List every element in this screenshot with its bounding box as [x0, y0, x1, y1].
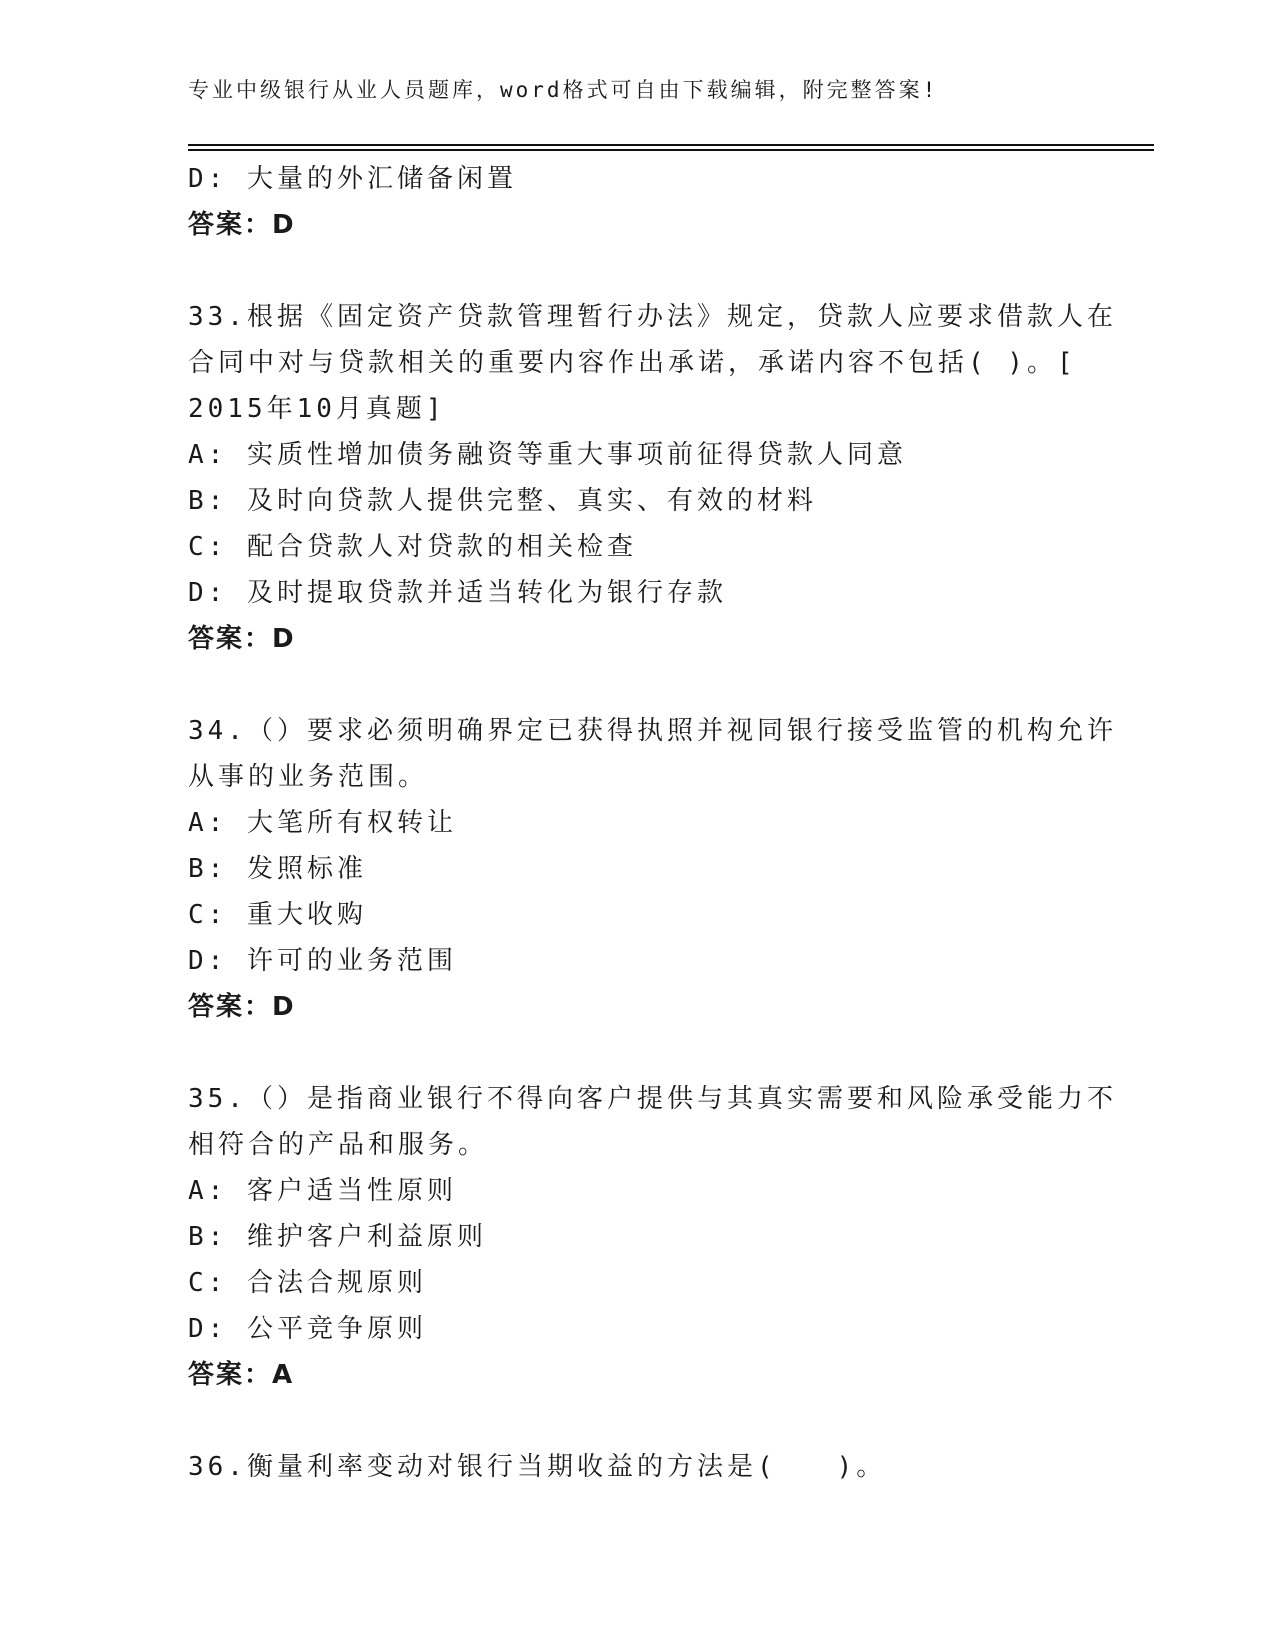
- option-d: D: 及时提取贷款并适当转化为银行存款: [188, 578, 727, 608]
- spacer: [188, 1030, 1148, 1076]
- option-d: D: 许可的业务范围: [188, 946, 457, 976]
- option-c: C: 重大收购: [188, 900, 367, 930]
- question-stem-line: 36.衡量利率变动对银行当期收益的方法是( )。: [188, 1452, 887, 1482]
- spacer: [188, 248, 1148, 294]
- question-stem-line: 从事的业务范围。: [188, 762, 429, 792]
- prev-question-answer: 答案：D: [188, 210, 296, 240]
- header-rule-top: [188, 144, 1154, 146]
- option-b: B: 发照标准: [188, 854, 367, 884]
- question-stem-line: 35.（）是指商业银行不得向客户提供与其真实需要和风险承受能力不: [188, 1084, 1117, 1114]
- option-a: A: 实质性增加债务融资等重大事项前征得贷款人同意: [188, 440, 907, 470]
- option-c: C: 合法合规原则: [188, 1268, 427, 1298]
- question-stem-line: 相符合的产品和服务。: [188, 1130, 489, 1160]
- question-35: [188, 1076, 1148, 1398]
- question-answer: 答案：D: [188, 624, 296, 654]
- question-content: [188, 156, 1148, 1490]
- option-c: C: 配合贷款人对贷款的相关检查: [188, 532, 637, 562]
- question-stem-line: 2015年10月真题]: [188, 394, 446, 424]
- option-a: A: 大笔所有权转让: [188, 808, 457, 838]
- prev-question-option-d: D: 大量的外汇储备闲置: [188, 164, 517, 194]
- question-stem-line: 34.（）要求必须明确界定已获得执照并视同银行接受监管的机构允许: [188, 716, 1117, 746]
- question-34: [188, 708, 1148, 1030]
- option-a: A: 客户适当性原则: [188, 1176, 457, 1206]
- option-d: D: 公平竞争原则: [188, 1314, 427, 1344]
- question-answer: 答案：A: [188, 1360, 295, 1390]
- question-36: [188, 1444, 1148, 1490]
- question-stem-line: 33.根据《固定资产贷款管理暂行办法》规定，贷款人应要求借款人在: [188, 302, 1117, 332]
- question-stem-line: 合同中对与贷款相关的重要内容作出承诺，承诺内容不包括( )。[: [188, 348, 1077, 378]
- spacer: [188, 662, 1148, 708]
- option-b: B: 维护客户利益原则: [188, 1222, 487, 1252]
- header-rule-bottom: [188, 149, 1154, 151]
- question-answer: 答案：D: [188, 992, 296, 1022]
- page-header: 专业中级银行从业人员题库，word格式可自由下载编辑，附完整答案!: [188, 78, 939, 102]
- spacer: [188, 1398, 1148, 1444]
- option-b: B: 及时向贷款人提供完整、真实、有效的材料: [188, 486, 817, 516]
- question-33: [188, 294, 1148, 662]
